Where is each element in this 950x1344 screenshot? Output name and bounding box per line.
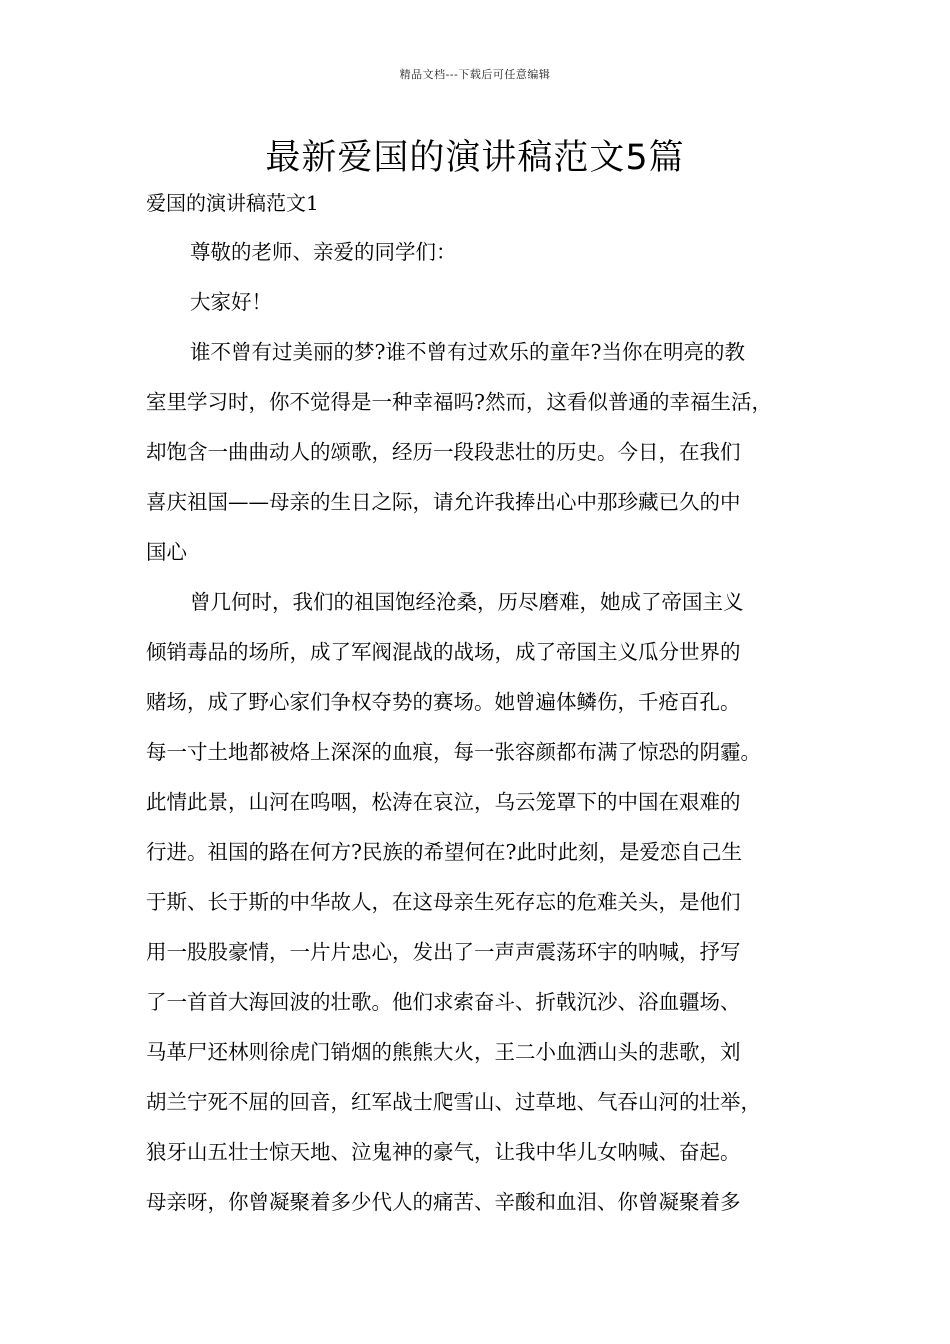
text-line: 尊敬的老师、亲爱的同学们： xyxy=(190,240,457,264)
text-line: 行进。祖国的路在何方?民族的希望何在?此时此刻，是爱恋自己生 xyxy=(146,840,742,864)
text-line: 室里学习时，你不觉得是一种幸福吗?然而，这看似普通的幸福生活， xyxy=(146,390,772,414)
text-line: 曾几何时，我们的祖国饱经沧桑，历尽磨难，她成了帝国主义 xyxy=(190,590,744,614)
text-line: 于斯、长于斯的中华故人，在这母亲生死存忘的危难关头，是他们 xyxy=(146,890,741,914)
text-line: 喜庆祖国——母亲的生日之际，请允许我捧出心中那珍藏已久的中 xyxy=(146,490,741,514)
text-line: 谁不曾有过美丽的梦?谁不曾有过欢乐的童年?当你在明亮的教 xyxy=(190,340,745,364)
text-line: 国心 xyxy=(146,540,187,564)
text-line: 却饱含一曲曲动人的颂歌，经历一段段悲壮的历史。今日，在我们 xyxy=(146,440,741,464)
page-title: 最新爱国的演讲稿范文5篇 xyxy=(265,138,685,178)
text-line: 用一股股豪情，一片片忠心，发出了一声声震荡环宇的呐喊，抒写 xyxy=(146,940,741,964)
text-line: 马革尸还林则徐虎门销烟的熊熊大火，王二小血洒山头的悲歌，刘 xyxy=(146,1040,741,1064)
text-line: 赌场，成了野心家们争权夺势的赛场。她曾遍体鳞伤，千疮百孔。 xyxy=(146,690,741,714)
section-heading: 爱国的演讲稿范文1 xyxy=(146,191,319,215)
text-line: 每一寸土地都被烙上深深的血痕，每一张容颜都布满了惊恐的阴霾。 xyxy=(146,740,761,764)
text-line: 此情此景，山河在呜咽，松涛在哀泣，乌云笼罩下的中国在艰难的 xyxy=(146,790,741,814)
text-line: 了一首首大海回波的壮歌。他们求索奋斗、折戟沉沙、浴血疆场、 xyxy=(146,990,741,1014)
text-line: 母亲呀，你曾凝聚着多少代人的痛苦、辛酸和血泪、你曾凝聚着多 xyxy=(146,1190,741,1214)
header-note: 精品文档---下载后可任意编辑 xyxy=(399,68,551,81)
text-line: 大家好！ xyxy=(190,290,272,314)
text-line: 狼牙山五壮士惊天地、泣鬼神的豪气，让我中华儿女呐喊、奋起。 xyxy=(146,1140,741,1164)
text-line: 胡兰宁死不屈的回音，红军战士爬雪山、过草地、气吞山河的壮举， xyxy=(146,1090,761,1114)
text-line: 倾销毒品的场所，成了军阀混战的战场，成了帝国主义瓜分世界的 xyxy=(146,640,741,664)
body-text xyxy=(146,237,806,1237)
